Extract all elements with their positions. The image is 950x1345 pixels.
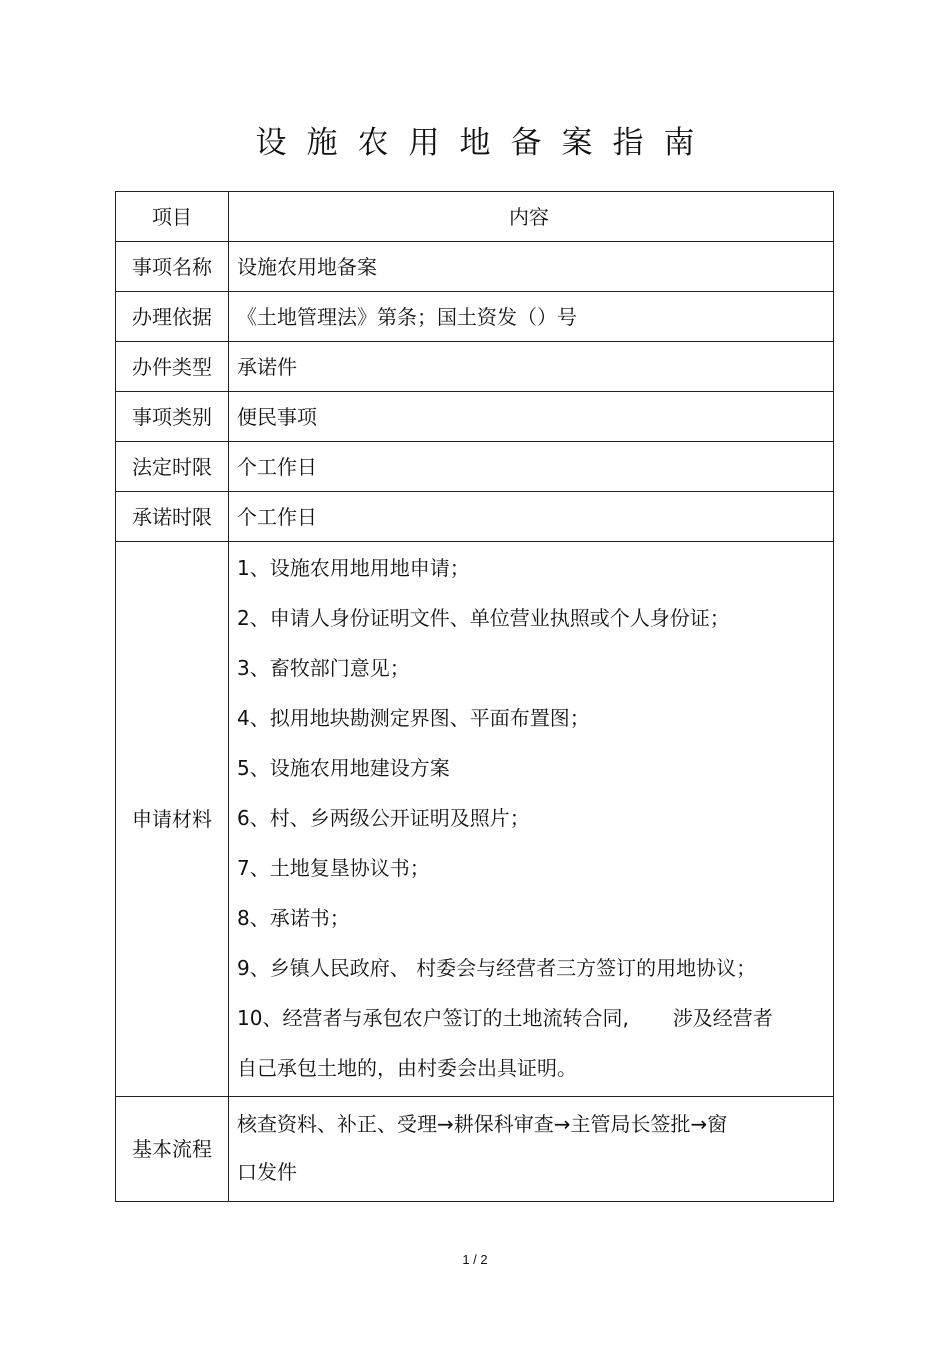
- material-item: 9、乡镇人民政府、 村委会与经营者三方签订的用地协议；: [237, 956, 757, 980]
- row-value: 个工作日: [229, 442, 834, 492]
- row-label: 法定时限: [116, 442, 229, 492]
- material-item-continuation: 自己承包土地的，由村委会出具证明。: [237, 1056, 577, 1080]
- material-item: [237, 993, 821, 1043]
- row-label: 承诺时限: [116, 492, 229, 542]
- table-header-row: [116, 192, 834, 242]
- material-item: 2、申请人身份证明文件、单位营业执照或个人身份证；: [237, 606, 730, 630]
- material-item: 3、畜牧部门意见；: [237, 656, 410, 680]
- process-line: 口发件: [237, 1160, 297, 1184]
- materials-list: [229, 542, 834, 1097]
- table-row-legal-limit: [116, 442, 834, 492]
- row-label: 办件类型: [116, 342, 229, 392]
- page-number: 1 / 2: [462, 1252, 488, 1267]
- material-item: 1、设施农用地用地申请；: [237, 556, 470, 580]
- table-row-case-type: [116, 342, 834, 392]
- material-item: 5、设施农用地建设方案: [237, 756, 450, 780]
- guide-table: [115, 191, 834, 1202]
- process-line: 核查资料、补正、受理→耕保科审查→主管局长签批→窗: [237, 1112, 728, 1136]
- header-label-cell: 项目: [116, 192, 229, 242]
- row-label: 事项类别: [116, 392, 229, 442]
- table-row-basis: [116, 292, 834, 342]
- material-item: 8、承诺书；: [237, 906, 350, 930]
- row-value: 个工作日: [229, 492, 834, 542]
- process-label: 基本流程: [116, 1097, 229, 1202]
- table-row-promised-limit: [116, 492, 834, 542]
- row-label: 事项名称: [116, 242, 229, 292]
- material-item: 6、村、乡两级公开证明及照片；: [237, 806, 530, 830]
- table-row-process: [116, 1097, 834, 1202]
- row-value: 承诺件: [229, 342, 834, 392]
- row-value: 《土地管理法》第条；国土资发（）号: [229, 292, 834, 342]
- document-title: 设施农用地备案指南: [255, 125, 715, 161]
- row-value: 便民事项: [229, 392, 834, 442]
- table-row-materials: [116, 542, 834, 1097]
- table-row-item-name: [116, 242, 834, 292]
- material-item: 4、拟用地块勘测定界图、平面布置图；: [237, 706, 590, 730]
- materials-label: 申请材料: [116, 542, 229, 1097]
- material-item: 7、土地复垦协议书；: [237, 856, 430, 880]
- header-content-cell: 内容: [229, 192, 834, 242]
- material-item-10-part2: 涉及经营者: [672, 1006, 773, 1030]
- row-value: 设施农用地备案: [229, 242, 834, 292]
- row-label: 办理依据: [116, 292, 229, 342]
- material-item-10-part1: 10、经营者与承包农户签订的土地流转合同,: [237, 1006, 629, 1030]
- process-text: [229, 1097, 834, 1202]
- table-row-category: [116, 392, 834, 442]
